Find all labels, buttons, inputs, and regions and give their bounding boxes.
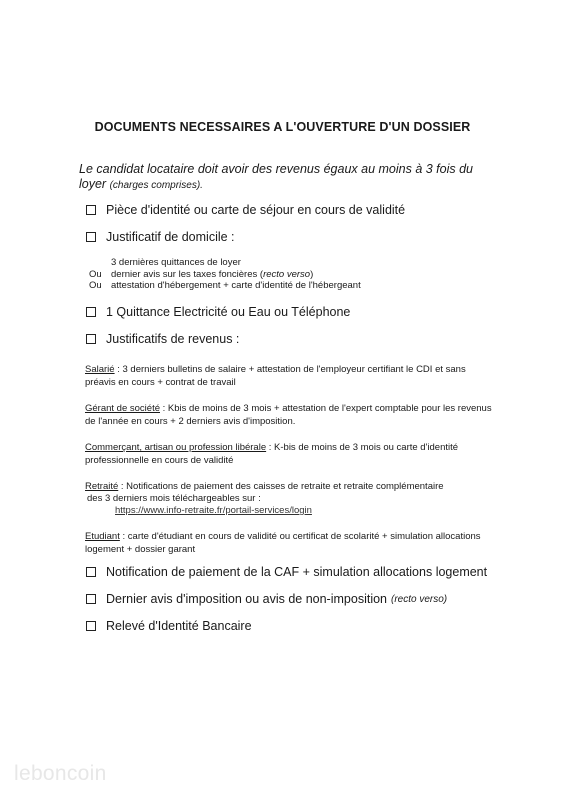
commercant-label: Commerçant, artisan ou profession libérale <box>85 442 267 453</box>
retraite-label: Retraité <box>85 481 119 492</box>
checkbox-label: Pièce d'identité ou carte de séjour en cours de validité <box>106 203 406 217</box>
retraite-text-1: : Notifications de paiement des caisses de retraite et retraite complémentaire <box>118 481 444 492</box>
gerant-label: Gérant de société <box>85 403 160 414</box>
commercant-text: : K-bis de moins de 3 mois ou carte d'identité professionnelle en cours de validité <box>85 442 459 466</box>
leboncoin-watermark: leboncoin <box>14 762 107 785</box>
checkbox-label: Dernier avis d'imposition ou avis de non-imposition <box>106 592 387 606</box>
checkbox-row-domicile[interactable] <box>86 230 235 244</box>
checkbox-icon[interactable] <box>86 567 96 577</box>
section-salarie <box>85 364 495 389</box>
domicile-item-3: attestation d'hébergement + carte d'identité de l'hébergeant <box>111 280 361 291</box>
salarie-label: Salarié <box>85 364 115 375</box>
checkbox-icon[interactable] <box>86 621 96 631</box>
checkbox-label: Relevé d'Identité Bancaire <box>106 619 252 633</box>
checkbox-label: Justificatifs de revenus : <box>106 332 240 346</box>
intro-line-2 <box>79 177 203 191</box>
checkbox-row-imposition[interactable] <box>86 592 447 606</box>
checkbox-icon[interactable] <box>86 205 96 215</box>
domicile-or-1: Ou <box>89 269 102 280</box>
checkbox-row-identite[interactable] <box>86 203 405 217</box>
checkbox-row-rib[interactable] <box>86 619 252 633</box>
checkbox-row-caf[interactable] <box>86 565 487 579</box>
etudiant-label: Etudiant <box>85 531 120 542</box>
gerant-text: : Kbis de moins de 3 mois + attestation de l'expert comptable pour les revenus de l'année en cours + 2 derniers avis d'imposition. <box>85 403 492 427</box>
checkbox-icon[interactable] <box>86 594 96 604</box>
salarie-text: : 3 derniers bulletins de salaire + attestation de l'employeur certifiant le CDI et sans préavis en cours + contrat de travail <box>85 364 466 388</box>
domicile-or-2: Ou <box>89 280 102 291</box>
checkbox-icon[interactable] <box>86 334 96 344</box>
checkbox-row-revenus[interactable] <box>86 332 239 346</box>
document-title: DOCUMENTS NECESSAIRES A L'OUVERTURE D'UN DOSSIER <box>94 120 471 134</box>
retraite-link[interactable]: https://www.info-retraite.fr/portail-services/login <box>115 505 312 516</box>
domicile-item-2 <box>111 269 313 280</box>
checkbox-icon[interactable] <box>86 232 96 242</box>
checkbox-label: 1 Quittance Electricité ou Eau ou Téléphone <box>106 305 351 319</box>
section-retraite <box>85 481 495 494</box>
intro-line-1: Le candidat locataire doit avoir des revenus égaux au moins à 3 fois du <box>79 162 473 176</box>
checkbox-row-electricite[interactable] <box>86 305 350 319</box>
checkbox-label: Notification de paiement de la CAF + simulation allocations logement <box>106 565 488 579</box>
intro-note: (charges comprises). <box>109 180 203 191</box>
section-commercant <box>85 442 495 467</box>
checkbox-label: Justificatif de domicile : <box>106 230 235 244</box>
imposition-note: (recto verso) <box>391 593 448 605</box>
domicile-item-1: 3 dernières quittances de loyer <box>111 257 241 268</box>
domicile-item-2-note: recto verso <box>263 269 311 280</box>
intro-loyer: loyer <box>79 177 107 191</box>
section-gerant <box>85 403 495 428</box>
etudiant-text: : carte d'étudiant en cours de validité ou certificat de scolarité + simulation allocations logement + dossier garant <box>85 531 481 555</box>
domicile-item-2-text: dernier avis sur les taxes foncières ( <box>111 269 264 280</box>
checkbox-icon[interactable] <box>86 307 96 317</box>
retraite-text-2: des 3 derniers mois téléchargeables sur : <box>87 493 261 504</box>
section-etudiant <box>85 531 495 556</box>
domicile-item-2-close: ) <box>310 269 314 280</box>
